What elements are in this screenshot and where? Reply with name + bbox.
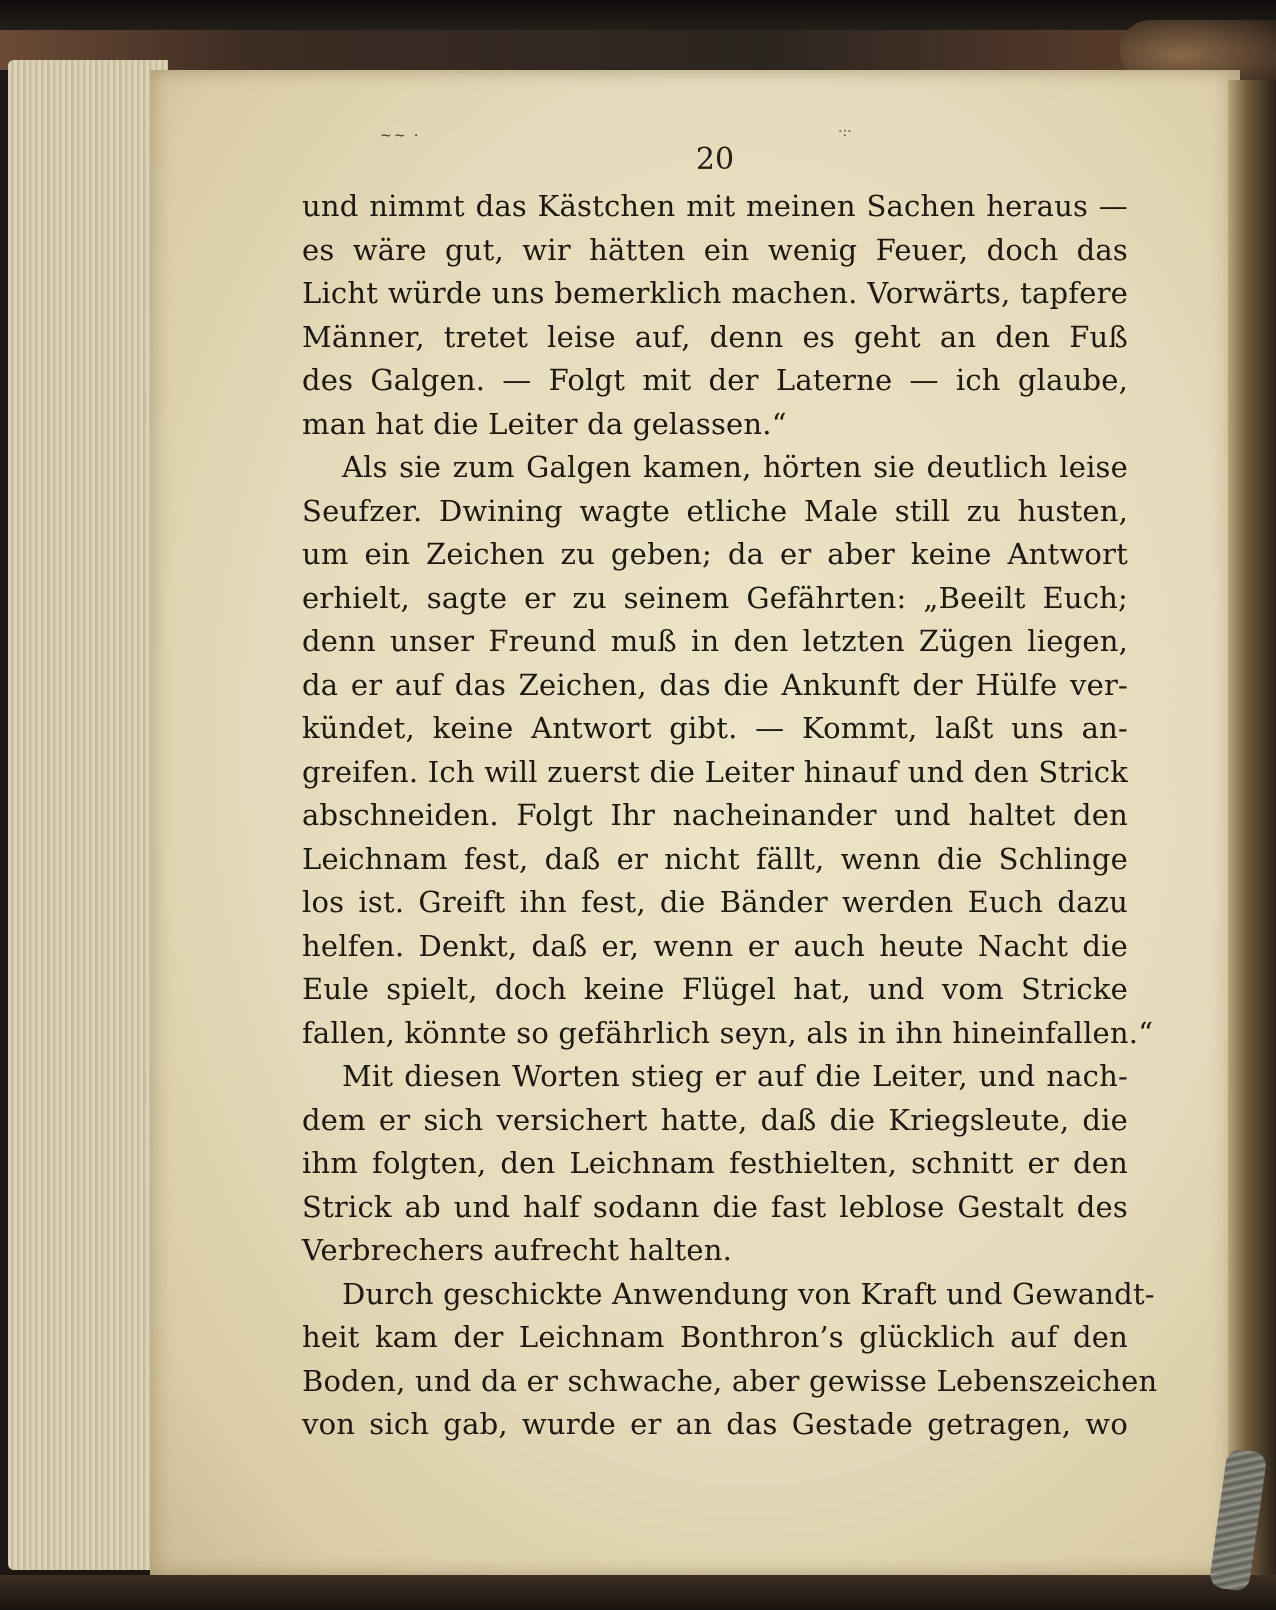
- book-bottom-edge: [0, 1575, 1276, 1610]
- text-line: erhielt, sagte er zu seinem Gefährten: „Beeilt Euch;: [302, 580, 1128, 615]
- page-stack-edge: [8, 60, 168, 1570]
- text-line: denn unser Freund muß in den letzten Zügen liegen,: [302, 624, 1128, 658]
- text-line: Durch geschickte Anwendung von Kraft und Gewandt-: [342, 1276, 1155, 1311]
- text-line: Eule spielt, doch keine Flügel hat, und vom Stricke: [302, 972, 1128, 1006]
- text-line: kündet, keine Antwort gibt. — Kommt, laßt uns an-: [302, 711, 1128, 745]
- text-line: helfen. Denkt, daß er, wenn er auch heute Nacht die: [302, 928, 1128, 963]
- text-line: fallen, könnte so gefährlich seyn, als in ihn hineinfallen.“: [302, 1015, 1154, 1050]
- text-line: des Galgen. — Folgt mit der Laterne — ich glaube,: [302, 363, 1128, 397]
- text-line: abschneiden. Folgt Ihr nacheinander und haltet den: [302, 798, 1128, 832]
- text-line: los ist. Greift ihn fest, die Bänder werden Euch dazu: [302, 885, 1128, 919]
- text-line: Männer, tretet leise auf, denn es geht an den Fuß: [302, 319, 1128, 354]
- text-line: dem er sich versichert hatte, daß die Kriegsleute, die: [302, 1102, 1128, 1137]
- text-line: Mit diesen Worten stieg er auf die Leiter, und nach-: [342, 1059, 1128, 1093]
- text-line: ihm folgten, den Leichnam festhielten, schnitt er den: [302, 1146, 1128, 1180]
- text-line: Seufzer. Dwining wagte etliche Male still zu husten,: [302, 493, 1128, 528]
- text-line: Verbrechers aufrecht halten.: [302, 1233, 733, 1267]
- text-line: Licht würde uns bemerklich machen. Vorwärts, tapfere: [302, 276, 1128, 310]
- header-ornament: ~~ ·: [380, 128, 421, 144]
- text-line: Als sie zum Galgen kamen, hörten sie deutlich leise: [342, 450, 1128, 484]
- text-line: Leichnam fest, daß er nicht fällt, wenn die Schlinge: [302, 841, 1128, 876]
- text-line: heit kam der Leichnam Bonthron’s glücklich auf den: [302, 1320, 1128, 1354]
- text-line: und nimmt das Kästchen mit meinen Sachen heraus —: [302, 189, 1128, 223]
- text-line: da er auf das Zeichen, das die Ankunft der Hülfe ver-: [302, 667, 1128, 702]
- header-mark: ·:·: [838, 124, 852, 140]
- book-cover-strip: [0, 30, 1276, 70]
- text-line: um ein Zeichen zu geben; da er aber keine Antwort: [302, 537, 1128, 571]
- page-number: 20: [695, 142, 735, 177]
- book-gutter: [1228, 80, 1276, 1580]
- text-line: es wäre gut, wir hätten ein wenig Feuer, doch das: [302, 232, 1128, 267]
- body-text: [302, 185, 1158, 1447]
- text-line: von sich gab, wurde er an das Gestade getragen, wo: [302, 1407, 1128, 1441]
- text-line: man hat die Leiter da gelassen.“: [302, 406, 787, 441]
- text-line: greifen. Ich will zuerst die Leiter hinauf und den Strick: [302, 754, 1128, 789]
- text-line: Strick ab und half sodann die fast leblose Gestalt des: [302, 1189, 1128, 1224]
- text-line: Boden, und da er schwache, aber gewisse Lebenszeichen: [302, 1363, 1158, 1398]
